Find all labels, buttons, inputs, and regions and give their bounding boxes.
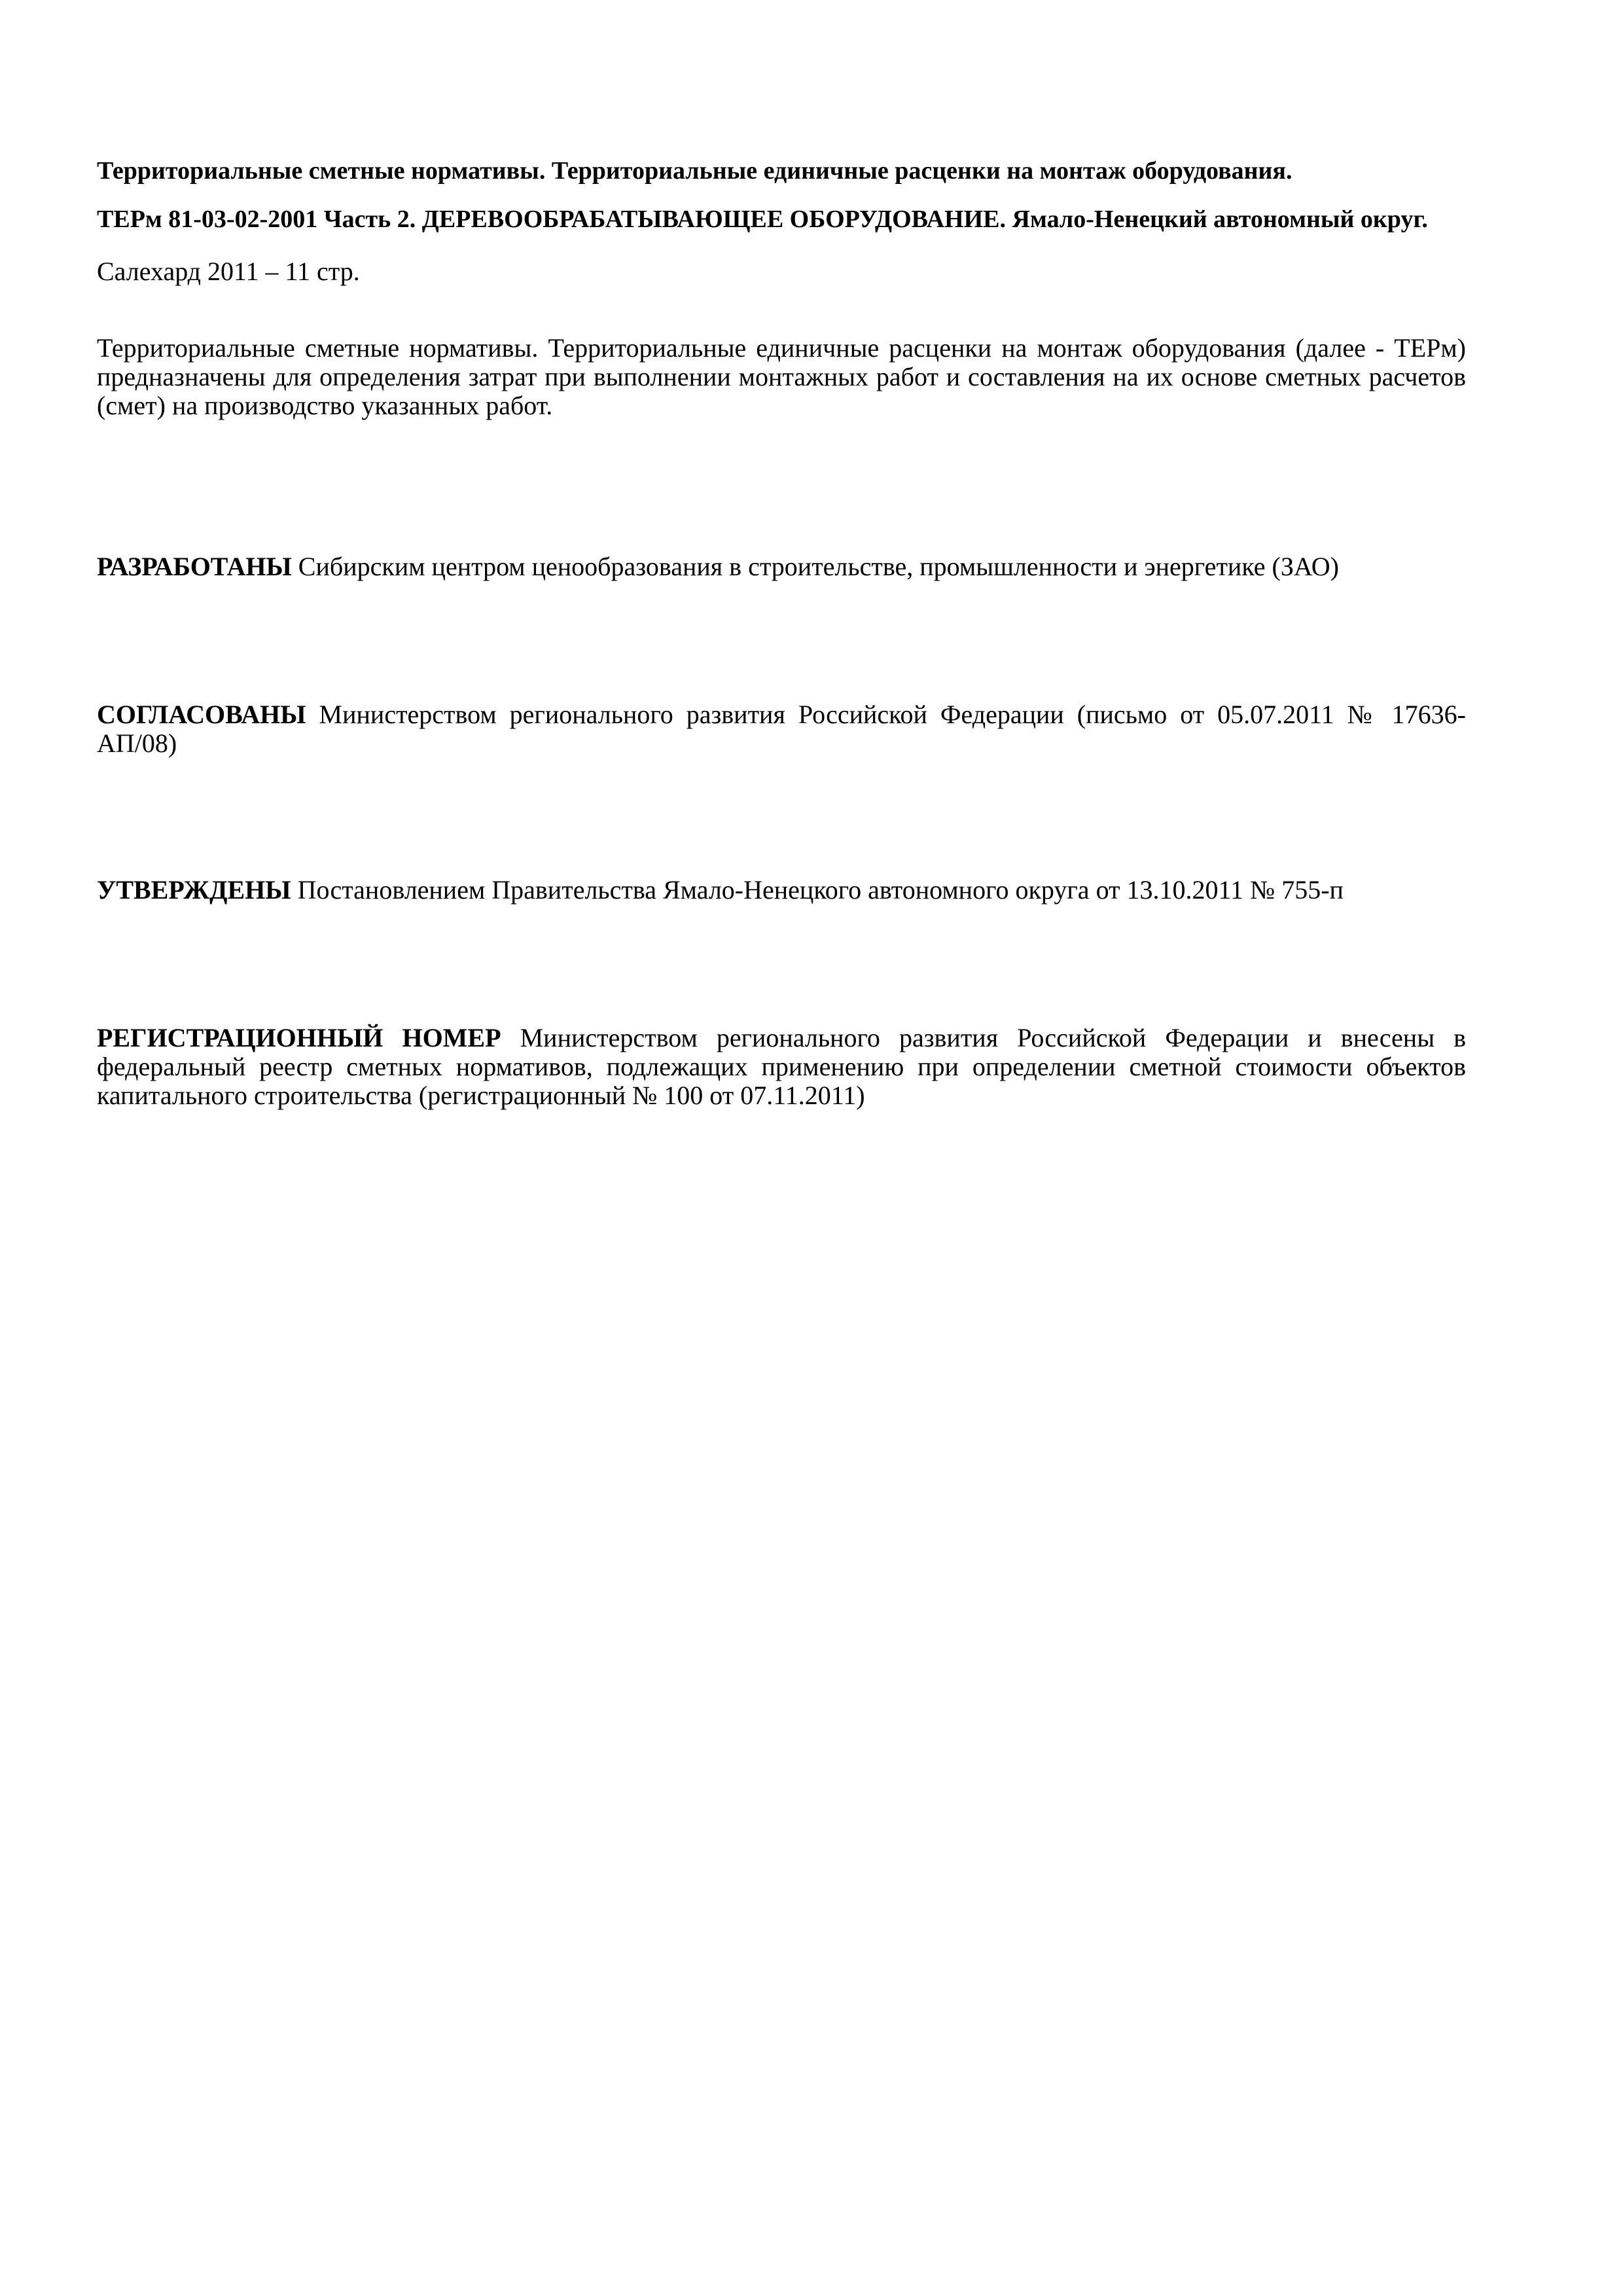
agreed-by-label: СОГЛАСОВАНЫ — [97, 700, 306, 729]
approved-by-text: Постановлением Правительства Ямало-Ненецкого автономного округа от 13.10.2011 № 755-п — [297, 875, 1344, 905]
registration-paragraph — [97, 1024, 1466, 1110]
developed-by-text: Сибирским центром ценообразования в строительстве, промышленности и энергетике (ЗАО) — [298, 552, 1339, 581]
developed-by-paragraph — [97, 552, 1466, 581]
approved-by-label: УТВЕРЖДЕНЫ — [97, 875, 291, 905]
document-body — [97, 157, 1467, 1110]
registration-text: Министерством регионального развития Российской Федерации и внесены в федеральный реестр сметных нормативов, подлежащих применению при определении сметной стоимости объектов капитального строительства (регистрационный № 100 от 07.11.2011) — [97, 1023, 1467, 1110]
developed-by-label: РАЗРАБОТАНЫ — [97, 552, 292, 581]
document-title: Территориальные сметные нормативы. Территориальные единичные расценки на монтаж оборудования. — [97, 157, 1293, 185]
agreed-by-paragraph — [97, 700, 1466, 758]
imprint-line: Салехард 2011 – 11 стр. — [97, 257, 360, 286]
approved-by-paragraph — [97, 876, 1466, 905]
agreed-by-text: Министерством регионального развития Российской Федерации (письмо от 05.07.2011 № 17636-АП/08) — [97, 700, 1466, 758]
registration-label: РЕГИСТРАЦИОННЫЙ НОМЕР — [97, 1023, 501, 1052]
intro-paragraph: Территориальные сметные нормативы. Территориальные единичные расценки на монтаж оборудования (далее - ТЕРм) предназначены для определения затрат при выполнении монтажных работ и составления на их основе сметных расчетов (смет) на производство указанных работ. — [97, 333, 1466, 420]
document-subtitle: ТЕРм 81-03-02-2001 Часть 2. ДЕРЕВООБРАБАТЫВАЮЩЕЕ ОБОРУДОВАНИЕ. Ямало-Ненецкий автономный округ. — [97, 206, 1428, 233]
